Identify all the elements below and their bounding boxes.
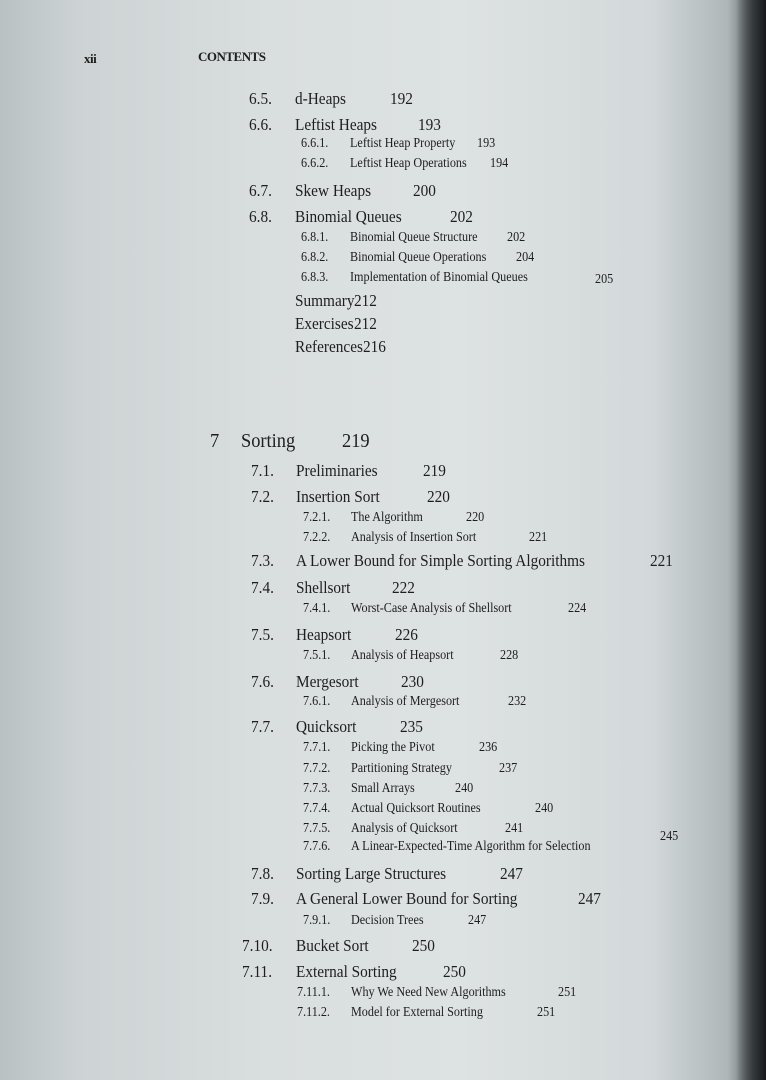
- toc-entry-title: Leftist Heaps: [295, 114, 377, 134]
- toc-entry-page: 192: [390, 88, 413, 108]
- toc-entry-number: 7.3.: [251, 550, 274, 570]
- toc-entry-title: Small Arrays: [351, 780, 415, 796]
- toc-entry-number: 7.11.: [242, 961, 273, 981]
- toc-entry-number: 7.7.1.: [303, 739, 331, 755]
- toc-entry-number: 6.8.: [249, 206, 272, 226]
- toc-entry-page: 205: [595, 271, 614, 287]
- toc-entry-number: 7.5.: [251, 624, 274, 644]
- toc-entry-page: 250: [443, 961, 466, 981]
- toc-entry-title: Bucket Sort: [296, 935, 369, 955]
- toc-entry-page: 204: [516, 249, 535, 265]
- toc-entry-page: 220: [466, 509, 485, 525]
- toc-entry-number: 6.6.1.: [301, 135, 329, 151]
- toc-entry-page: 240: [455, 780, 474, 796]
- toc-entry-title: Leftist Heap Operations: [350, 155, 467, 171]
- toc-entry-number: 7.2.: [251, 486, 274, 506]
- toc-entry-page: 221: [529, 529, 548, 545]
- toc-entry-title: Preliminaries: [296, 460, 378, 480]
- toc-entry-title: References: [295, 336, 363, 356]
- toc-entry-title: Worst-Case Analysis of Shellsort: [351, 600, 512, 616]
- toc-entry-title: Analysis of Quicksort: [351, 820, 458, 836]
- toc-entry-number: 7.7.2.: [303, 760, 331, 776]
- toc-entry-title: d-Heaps: [295, 88, 346, 108]
- toc-entry-page: 228: [500, 647, 519, 663]
- toc-entry-title: Actual Quicksort Routines: [351, 800, 481, 816]
- toc-entry-number: 7.6.: [251, 671, 274, 691]
- toc-entry-page: 250: [412, 935, 435, 955]
- toc-entry-number: 7.4.: [251, 577, 274, 597]
- toc-entry-number: 7.5.1.: [303, 647, 331, 663]
- toc-entry-number: 6.7.: [249, 180, 272, 200]
- toc-entry-number: 7.4.1.: [303, 600, 331, 616]
- toc-entry-title: Analysis of Mergesort: [351, 693, 460, 709]
- toc-entry-number: 7.2.2.: [303, 529, 331, 545]
- toc-entry-number: 7.7.5.: [303, 820, 331, 836]
- toc-entry-page: 232: [508, 693, 527, 709]
- toc-entry-title: Model for External Sorting: [351, 1004, 483, 1020]
- page-number: xii: [84, 51, 97, 66]
- toc-entry-page: 193: [418, 114, 441, 134]
- toc-entry-page: 202: [507, 229, 526, 245]
- toc-entry-title: Exercises: [295, 313, 354, 333]
- page-edge-shadow: [736, 0, 766, 1080]
- toc-entry-page: 222: [392, 577, 415, 597]
- toc-entry-title: Why We Need New Algorithms: [351, 984, 506, 1000]
- toc-entry-title: Skew Heaps: [295, 180, 372, 200]
- toc-entry-page: 220: [427, 486, 450, 506]
- toc-entry-page: 212: [354, 290, 377, 310]
- toc-entry-page: 230: [401, 671, 424, 691]
- toc-entry-number: 6.8.1.: [301, 229, 329, 245]
- toc-entry-page: 224: [568, 600, 587, 616]
- toc-entry-title: Analysis of Insertion Sort: [351, 529, 477, 545]
- toc-entry-page: 216: [363, 336, 386, 356]
- toc-entry-number: 7.2.1.: [303, 509, 331, 525]
- toc-entry-title: Partitioning Strategy: [351, 760, 452, 776]
- toc-entry-page: 226: [395, 624, 418, 644]
- toc-entry-page: 247: [500, 863, 523, 883]
- toc-entry-number: 7.7.3.: [303, 780, 331, 796]
- toc-entry-title: Leftist Heap Property: [350, 135, 456, 151]
- toc-entry-title: Heapsort: [296, 624, 352, 644]
- toc-entry-page: 245: [660, 828, 679, 844]
- toc-entry-number: 7.7.: [251, 716, 274, 736]
- toc-entry-title: Mergesort: [296, 671, 359, 691]
- toc-entry-page: 193: [477, 135, 496, 151]
- toc-entry-number: 7.11.1.: [297, 984, 330, 1000]
- toc-entry-page: 200: [413, 180, 436, 200]
- toc-entry-page: 241: [505, 820, 524, 836]
- toc-entry-number: 6.6.: [249, 114, 272, 134]
- toc-entry-page: 240: [535, 800, 554, 816]
- toc-entry-title: Insertion Sort: [296, 486, 380, 506]
- toc-entry-number: 7.9.1.: [303, 912, 331, 928]
- toc-entry-number: 7: [210, 430, 220, 452]
- toc-entry-title: Analysis of Heapsort: [351, 647, 454, 663]
- toc-entry-number: 7.6.1.: [303, 693, 331, 709]
- toc-entry-page: 221: [650, 550, 673, 570]
- toc-entry-title: Binomial Queue Operations: [350, 249, 487, 265]
- toc-entry-title: Decision Trees: [351, 912, 424, 928]
- toc-entry-page: 235: [400, 716, 423, 736]
- toc-entry-title: A Lower Bound for Simple Sorting Algorithms: [296, 550, 585, 570]
- toc-entry-title: External Sorting: [296, 961, 397, 981]
- toc-entry-title: Shellsort: [296, 577, 351, 597]
- toc-entry-number: 7.10.: [242, 935, 273, 955]
- toc-entry-number: 7.7.6.: [303, 838, 331, 854]
- toc-entry-title: The Algorithm: [351, 509, 423, 525]
- toc-entry-number: 7.8.: [251, 863, 274, 883]
- running-title: CONTENTS: [198, 49, 266, 64]
- toc-entry-page: 219: [423, 460, 446, 480]
- toc-entry-number: 6.6.2.: [301, 155, 329, 171]
- toc-entry-number: 6.8.3.: [301, 269, 329, 285]
- toc-entry-number: 6.5.: [249, 88, 272, 108]
- toc-entry-title: Sorting: [241, 430, 296, 452]
- toc-entry-page: 237: [499, 760, 518, 776]
- toc-entry-number: 6.8.2.: [301, 249, 329, 265]
- toc-entry-title: Quicksort: [296, 716, 357, 736]
- toc-entry-title: Summary: [295, 290, 355, 310]
- toc-entry-title: Binomial Queues: [295, 206, 402, 226]
- toc-entry-number: 7.1.: [251, 460, 274, 480]
- toc-entry-title: Picking the Pivot: [351, 739, 435, 755]
- toc-entry-page: 219: [342, 430, 370, 452]
- toc-entry-title: Sorting Large Structures: [296, 863, 447, 883]
- toc-entry-page: 202: [450, 206, 473, 226]
- toc-entry-page: 212: [354, 313, 377, 333]
- toc-entry-number: 7.9.: [251, 888, 274, 908]
- toc-entry-page: 251: [537, 1004, 556, 1020]
- toc-entry-number: 7.11.2.: [297, 1004, 330, 1020]
- toc-entry-page: 247: [578, 888, 601, 908]
- toc-entry-number: 7.7.4.: [303, 800, 331, 816]
- toc-entry-title: A Linear-Expected-Time Algorithm for Selection: [351, 838, 591, 854]
- toc-entry-page: 247: [468, 912, 487, 928]
- toc-entry-page: 251: [558, 984, 577, 1000]
- toc-entry-title: Implementation of Binomial Queues: [350, 269, 528, 285]
- toc-entry-page: 236: [479, 739, 498, 755]
- toc-entry-title: Binomial Queue Structure: [350, 229, 478, 245]
- toc-entry-page: 194: [490, 155, 509, 171]
- toc-entry-title: A General Lower Bound for Sorting: [296, 888, 518, 908]
